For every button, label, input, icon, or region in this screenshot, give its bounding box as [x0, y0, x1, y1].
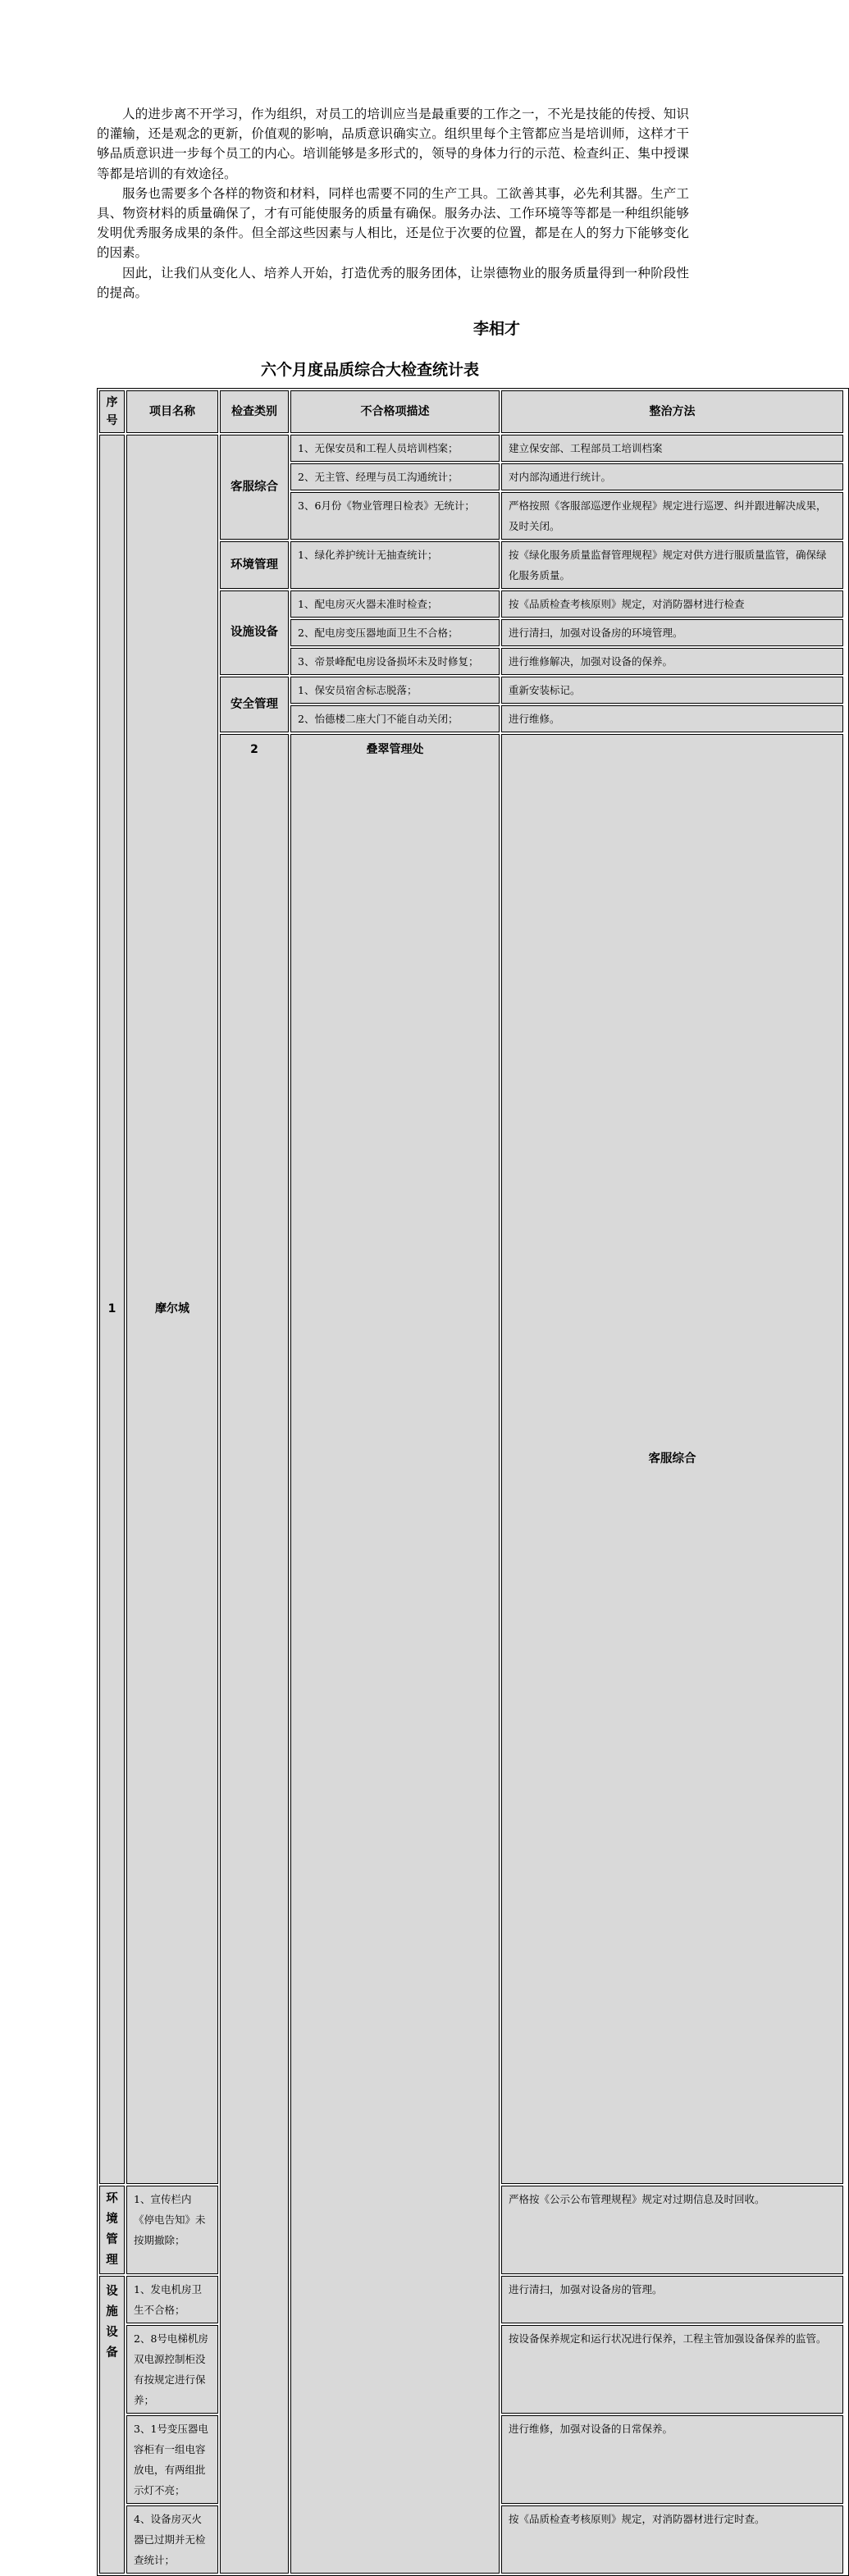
header-remedy: 整治方法 — [501, 390, 843, 433]
remedy-method: 严格按照《客服部巡逻作业规程》规定进行巡逻、纠并跟进解决成果，及时关闭。 — [501, 492, 843, 540]
remedy-method: 按《品质检查考核原则》规定，对消防器材进行定时查。 — [501, 2505, 843, 2574]
author-name: 李相才 — [473, 320, 521, 338]
remedy-method: 进行清扫，加强对设备房的管理。 — [501, 2276, 843, 2323]
remedy-method: 建立保安部、工程部员工培训档案 — [501, 435, 843, 462]
remedy-method: 进行维修，加强对设备的日常保养。 — [501, 2415, 843, 2504]
project-index: 1 — [99, 435, 125, 2184]
check-category: 环境管理 — [99, 2186, 125, 2274]
remedy-method: 重新安装标记。 — [501, 677, 843, 704]
defect-description: 2、怡德楼二座大门不能自动关闭； — [290, 705, 500, 732]
remedy-method: 对内部沟通进行统计。 — [501, 463, 843, 490]
defect-description: 2、无主管、经理与员工沟通统计； — [290, 463, 500, 490]
table-header-row — [99, 390, 847, 433]
project-name: 摩尔城 — [126, 435, 218, 2184]
defect-description: 1、宣传栏内《停电告知》未按期撤除； — [126, 2186, 218, 2274]
paragraph: 因此，让我们从变化人、培养人开始，打造优秀的服务团体，让崇德物业的服务质量得到一种阶段性的提高。 — [97, 265, 689, 300]
check-category: 客服综合 — [220, 435, 289, 540]
defect-description: 2、配电房变压器地面卫生不合格； — [290, 619, 500, 646]
header-category: 检查类别 — [220, 390, 289, 433]
table-title: 六个月度品质综合大检查统计表 — [261, 361, 480, 379]
check-category: 安全管理 — [220, 677, 289, 732]
header-index: 序号 — [99, 390, 125, 433]
paragraph: 人的进步离不开学习，作为组织，对员工的培训应当是最重要的工作之一，不光是技能的传授、知识的灌输，还是观念的更新，价值观的影响，品质意识确实立。组织里每个主管都应当是培训师，这样才干够品质意识进一步每个员工的内心。培训能够是多形式的，领导的身体力行的示范、检查纠正、集中授课等都是培训的有效途径。 — [97, 107, 689, 181]
check-category: 设施设备 — [220, 590, 289, 675]
header-project: 项目名称 — [126, 390, 218, 433]
defect-description: 1、发电机房卫生不合格； — [126, 2276, 218, 2323]
remedy-method: 进行清扫，加强对设备房的环境管理。 — [501, 619, 843, 646]
defect-description: 3、1号变压器电容柜有一组电容放电，有两组批示灯不亮； — [126, 2415, 218, 2504]
remedy-method: 按《绿化服务质量监督管理规程》规定对供方进行服质量监管，确保绿化服务质量。 — [501, 541, 843, 589]
check-category: 设施设备 — [99, 2276, 125, 2574]
remedy-method: 进行维修。 — [501, 705, 843, 732]
defect-description: 1、无保安员和工程人员培训档案； — [290, 435, 500, 462]
intro-text — [97, 104, 689, 303]
inspection-table — [97, 388, 849, 2576]
defect-description: 3、6月份《物业管理日检表》无统计； — [290, 492, 500, 540]
defect-description: 1、绿化养护统计无抽查统计； — [290, 541, 500, 589]
defect-description: 1、配电房灭火器未准时检查； — [290, 590, 500, 618]
remedy-method: 严格按《公示公布管理规程》规定对过期信息及时回收。 — [501, 2186, 843, 2274]
remedy-method: 按《品质检查考核原则》规定，对消防器材进行检查 — [501, 590, 843, 618]
remedy-method: 进行维修解决，加强对设备的保养。 — [501, 648, 843, 675]
defect-description: 2、8号电梯机房双电源控制柜没有按规定进行保养； — [126, 2325, 218, 2414]
paragraph: 服务也需要多个各样的物资和材料，同样也需要不同的生产工具。工欲善其事，必先利其器。生产工具、物资材料的质量确保了，才有可能使服务的质量有确保。服务办法、工作环境等等都是一种组织能够发明优秀服务成果的条件。但全部这些因素与人相比，还是位于次要的位置，都是在人的努力下能够变化的因素。 — [97, 185, 689, 261]
project-index: 2 — [220, 734, 289, 2574]
project-name: 叠翠管理处 — [290, 734, 500, 2574]
header-description: 不合格项描述 — [290, 390, 500, 433]
check-category: 客服综合 — [501, 734, 843, 2184]
defect-description: 1、保安员宿舍标志脱落； — [290, 677, 500, 704]
table-row — [99, 435, 847, 462]
defect-description: 4、设备房灭火器已过期并无检查统计； — [126, 2505, 218, 2574]
defect-description: 3、帝景峰配电房设备损坏未及时修复； — [290, 648, 500, 675]
check-category: 环境管理 — [220, 541, 289, 589]
remedy-method: 按设备保养规定和运行状况进行保养，工程主管加强设备保养的监管。 — [501, 2325, 843, 2414]
